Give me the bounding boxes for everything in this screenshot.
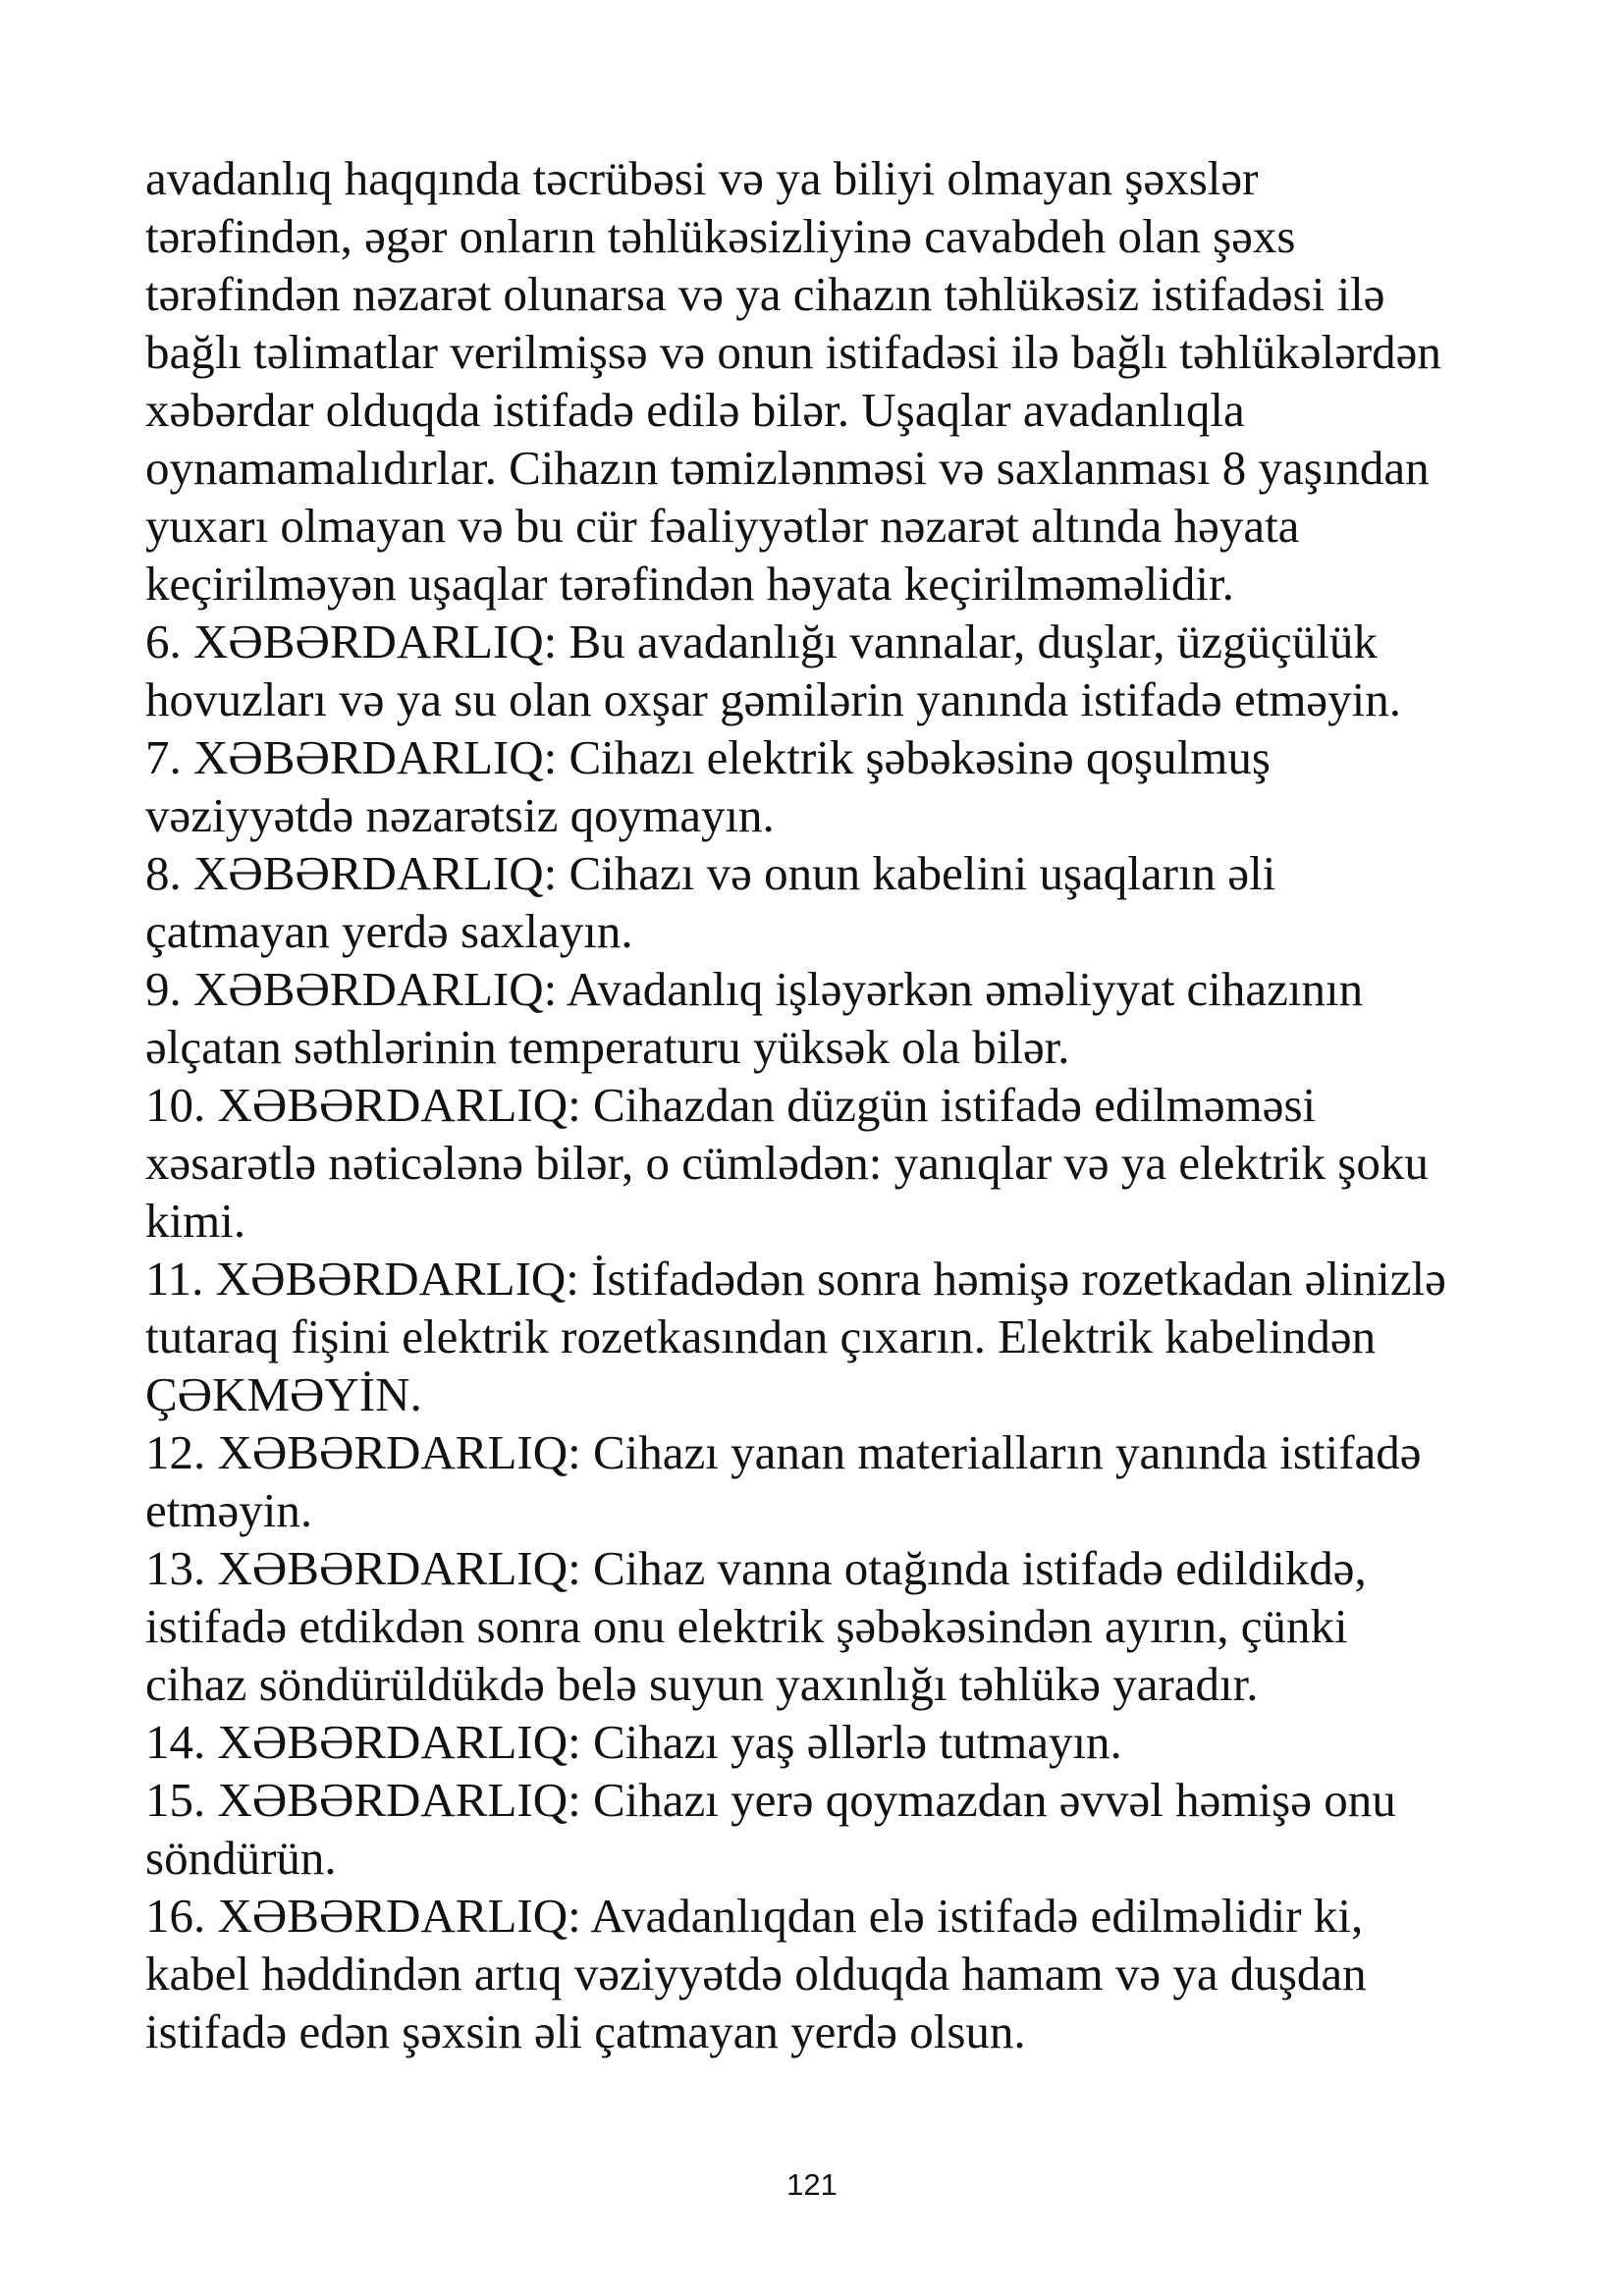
text-line: 16. XƏBƏRDARLIQ: Avadanlıqdan elə istifadə edilməlidir ki, (145, 1889, 1364, 1943)
text-line: 13. XƏBƏRDARLIQ: Cihaz vanna otağında istifadə edildikdə, (145, 1541, 1367, 1595)
text-line: tərəfindən nəzarət olunarsa və ya cihazın təhlükəsiz istifadəsi ilə (145, 267, 1385, 321)
text-line: vəziyyətdə nəzarətsiz qoymayın. (145, 788, 775, 842)
warning-item-6 (145, 613, 1500, 728)
text-line: tərəfindən, əgər onların təhlükəsizliyinə cavabdeh olan şəxs (145, 209, 1296, 263)
text-line: tutaraq fişini elektrik rozetkasından çıxarın. Elektrik kabelindən (145, 1309, 1377, 1363)
text-line: kimi. (145, 1194, 246, 1248)
warning-item-10 (145, 1076, 1500, 1250)
page-number: 121 (786, 2167, 838, 2202)
warning-item-12 (145, 1423, 1500, 1539)
text-line: ÇƏKMƏYİN. (145, 1367, 422, 1421)
warning-item-14 (145, 1713, 1500, 1771)
text-line: bağlı təlimatlar verilmişsə və onun istifadəsi ilə bağlı təhlükələrdən (145, 325, 1441, 379)
page-body (145, 149, 1500, 2060)
text-line: 7. XƏBƏRDARLIQ: Cihazı elektrik şəbəkəsinə qoşulmuş (145, 730, 1271, 784)
text-line: hovuzları və ya su olan oxşar gəmilərin yanında istifadə etməyin. (145, 672, 1402, 726)
text-line: etməyin. (145, 1483, 313, 1537)
text-line: kabel həddindən artıq vəziyyətdə olduqda hamam və ya duşdan (145, 1947, 1367, 2001)
text-line: 8. XƏBƏRDARLIQ: Cihazı və onun kabelini uşaqların əli (145, 846, 1276, 900)
text-line: 11. XƏBƏRDARLIQ: İstifadədən sonra həmişə rozetkadan əlinizlə (145, 1252, 1446, 1306)
warning-item-7 (145, 728, 1500, 844)
text-line: keçirilməyən uşaqlar tərəfindən həyata keçirilməməlidir. (145, 557, 1234, 611)
warning-item-13 (145, 1539, 1500, 1713)
text-line: istifadə etdikdən sonra onu elektrik şəbəkəsindən ayırın, çünki (145, 1599, 1348, 1653)
warning-item-11 (145, 1250, 1500, 1423)
text-line: avadanlıq haqqında təcrübəsi və ya biliyi olmayan şəxslər (145, 151, 1259, 205)
intro-paragraph (145, 149, 1500, 613)
warning-item-15 (145, 1771, 1500, 1887)
text-line: 15. XƏBƏRDARLIQ: Cihazı yerə qoymazdan əvvəl həmişə onu (145, 1773, 1396, 1827)
text-line: söndürün. (145, 1831, 337, 1885)
text-line: oynamamalıdırlar. Cihazın təmizlənməsi və saxlanması 8 yaşından (145, 441, 1430, 495)
warning-item-16 (145, 1887, 1500, 2060)
text-line: xəsarətlə nəticələnə bilər, o cümlədən: yanıqlar və ya elektrik şoku (145, 1136, 1429, 1190)
text-line: yuxarı olmayan və bu cür fəaliyyətlər nəzarət altında həyata (145, 499, 1300, 553)
text-line: xəbərdar olduqda istifadə edilə bilər. Uşaqlar avadanlıqla (145, 383, 1245, 437)
text-line: çatmayan yerdə saxlayın. (145, 904, 633, 958)
text-line: 9. XƏBƏRDARLIQ: Avadanlıq işləyərkən əməliyyat cihazının (145, 962, 1364, 1016)
warning-item-9 (145, 960, 1500, 1076)
text-line: 12. XƏBƏRDARLIQ: Cihazı yanan materialların yanında istifadə (145, 1425, 1422, 1479)
warning-item-8 (145, 844, 1500, 960)
text-line: əlçatan səthlərinin temperaturu yüksək ola bilər. (145, 1020, 1070, 1074)
text-line: 10. XƏBƏRDARLIQ: Cihazdan düzgün istifadə edilməməsi (145, 1078, 1317, 1132)
text-line: cihaz söndürüldükdə belə suyun yaxınlığı təhlükə yaradır. (145, 1657, 1259, 1711)
text-line: istifadə edən şəxsin əli çatmayan yerdə olsun. (145, 2004, 1026, 2058)
text-line: 6. XƏBƏRDARLIQ: Bu avadanlığı vannalar, duşlar, üzgüçülük (145, 614, 1378, 668)
text-line: 14. XƏBƏRDARLIQ: Cihazı yaş əllərlə tutmayın. (145, 1715, 1122, 1769)
